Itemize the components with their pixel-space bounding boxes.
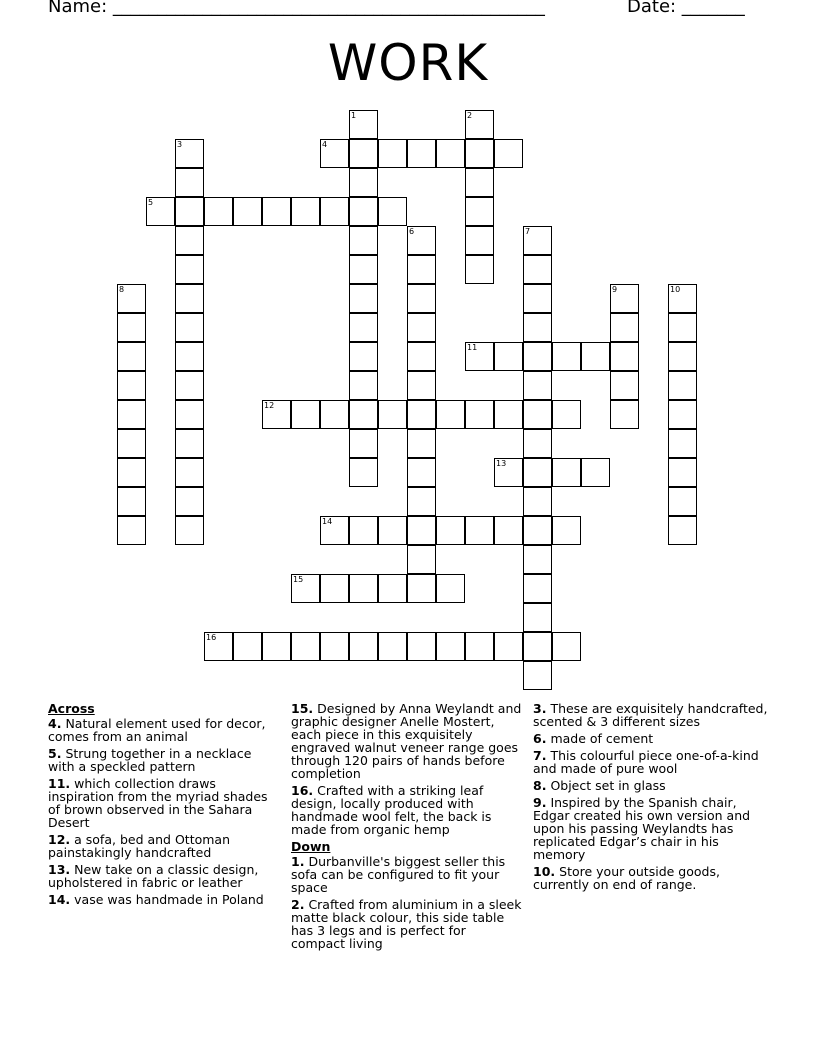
crossword-cell[interactable] [117,487,146,516]
crossword-cell[interactable] [204,197,233,226]
crossword-cell[interactable] [117,284,146,313]
across-heading: Across [48,701,95,716]
crossword-cell[interactable] [465,632,494,661]
clue-down-2: 2. Crafted from aluminium in a sleek matte black colour, this side table has 3 legs and is perfect for compact living [291,897,522,951]
clue-across-15: 15. Designed by Anna Weylandt and graphic designer Anelle Mostert, each piece in this exquisitely engraved walnut veneer range goes through 120 pairs of hands before completion [291,701,522,781]
crossword-cell[interactable] [378,632,407,661]
crossword-cell[interactable] [523,284,552,313]
crossword-cell[interactable] [175,255,204,284]
crossword-cell[interactable] [175,313,204,342]
clue-down-1: 1. Durbanville's biggest seller this sofa can be configured to fit your space [291,854,506,895]
clue-across-12: 12. a sofa, bed and Ottoman painstakingly handcrafted [48,832,231,860]
crossword-cell[interactable] [175,139,204,168]
clue-down-8: 8. Object set in glass [533,778,666,793]
crossword-cell[interactable] [407,632,436,661]
crossword-cell[interactable] [291,632,320,661]
crossword-cell[interactable] [465,516,494,545]
crossword-cell[interactable] [465,255,494,284]
crossword-cell[interactable] [175,226,204,255]
crossword-cell[interactable] [523,661,552,690]
crossword-cell[interactable] [523,603,552,632]
crossword-cell[interactable] [668,458,697,487]
crossword-cell[interactable] [291,574,320,603]
crossword-cell[interactable] [610,313,639,342]
crossword-cell[interactable] [117,400,146,429]
crossword-cell[interactable] [581,458,610,487]
crossword-cell[interactable] [523,400,552,429]
crossword-cell[interactable] [523,226,552,255]
crossword-cell[interactable] [552,342,581,371]
clue-number: 5 [148,198,154,207]
crossword-cell[interactable] [668,429,697,458]
crossword-cell[interactable] [552,400,581,429]
crossword-cell[interactable] [117,371,146,400]
crossword-cell[interactable] [407,574,436,603]
crossword-cell[interactable] [465,197,494,226]
clue-number: 6 [409,227,415,236]
crossword-cell[interactable] [407,400,436,429]
crossword-cell[interactable] [117,516,146,545]
crossword-cell[interactable] [407,284,436,313]
crossword-cell[interactable] [175,516,204,545]
clue-number: 1 [351,111,357,120]
clue-down-9: 9. Inspired by the Spanish chair, Edgar created his own version and upon his passing Weylandts has replicated Edgar’s chair in his memory [533,795,751,862]
crossword-cell[interactable] [233,197,262,226]
crossword-cell[interactable] [494,139,523,168]
crossword-cell[interactable] [523,255,552,284]
clue-down-10: 10. Store your outside goods, currently on end of range. [533,864,720,892]
clue-across-14: 14. vase was handmade in Poland [48,892,264,907]
crossword-cell[interactable] [117,429,146,458]
crossword-cell[interactable] [523,313,552,342]
crossword-cell[interactable] [291,197,320,226]
crossword-cell[interactable] [349,197,378,226]
clue-down-7: 7. This colourful piece one-of-a-kind and made of pure wool [533,748,759,776]
crossword-cell[interactable] [204,632,233,661]
crossword-cell[interactable] [407,139,436,168]
crossword-cell[interactable] [349,168,378,197]
crossword-cell[interactable] [117,342,146,371]
crossword-cell[interactable] [523,429,552,458]
crossword-cell[interactable] [610,284,639,313]
crossword-cell[interactable] [320,400,349,429]
clues-column-2 [291,702,523,954]
crossword-cell[interactable] [407,516,436,545]
crossword-cell[interactable] [494,400,523,429]
crossword-cell[interactable] [117,458,146,487]
crossword-cell[interactable] [523,632,552,661]
clue-number: 9 [612,285,618,294]
crossword-cell[interactable] [349,226,378,255]
crossword-cell[interactable] [552,458,581,487]
crossword-cell[interactable] [494,458,523,487]
name-field-line: Name: ________________________________________________ [48,0,545,17]
clue-down-3: 3. These are exquisitely handcrafted, scented & 3 different sizes [533,701,768,729]
clue-number: 4 [322,140,328,149]
crossword-cell[interactable] [349,342,378,371]
crossword-cell[interactable] [668,516,697,545]
crossword-cell[interactable] [407,255,436,284]
crossword-cell[interactable] [175,371,204,400]
crossword-cell[interactable] [233,632,262,661]
crossword-cell[interactable] [320,139,349,168]
crossword-cell[interactable] [349,632,378,661]
crossword-cell[interactable] [407,545,436,574]
crossword-cell[interactable] [523,516,552,545]
crossword-cell[interactable] [175,400,204,429]
crossword-cell[interactable] [523,574,552,603]
crossword-cell[interactable] [668,400,697,429]
crossword-cell[interactable] [349,284,378,313]
clues-column-1 [48,702,280,910]
crossword-cell[interactable] [349,110,378,139]
crossword-cell[interactable] [581,342,610,371]
crossword-cell[interactable] [436,400,465,429]
crossword-cell[interactable] [349,429,378,458]
crossword-cell[interactable] [349,458,378,487]
crossword-cell[interactable] [668,313,697,342]
clue-number: 13 [496,459,507,468]
crossword-cell[interactable] [668,342,697,371]
crossword-cell[interactable] [465,342,494,371]
crossword-cell[interactable] [175,342,204,371]
crossword-cell[interactable] [494,342,523,371]
crossword-cell[interactable] [349,400,378,429]
clue-across-4: 4. Natural element used for decor, comes from an animal [48,716,266,744]
crossword-cell[interactable] [523,458,552,487]
clue-down-6: 6. made of cement [533,731,654,746]
crossword-cell[interactable] [175,458,204,487]
crossword-cell[interactable] [610,342,639,371]
crossword-cell[interactable] [494,632,523,661]
crossword-cell[interactable] [668,284,697,313]
crossword-cell[interactable] [436,632,465,661]
clue-across-16: 16. Crafted with a striking leaf design, locally produced with handmade wool felt, the back is made from organic hemp [291,783,492,837]
crossword-cell[interactable] [407,371,436,400]
crossword-cell[interactable] [320,574,349,603]
crossword-cell[interactable] [523,545,552,574]
clue-number: 10 [670,285,681,294]
crossword-cell[interactable] [175,197,204,226]
crossword-cell[interactable] [320,197,349,226]
crossword-cell[interactable] [523,342,552,371]
crossword-cell[interactable] [494,516,523,545]
clue-number: 2 [467,111,473,120]
crossword-cell[interactable] [610,400,639,429]
crossword-cell[interactable] [407,487,436,516]
crossword-cell[interactable] [378,139,407,168]
clue-number: 3 [177,140,183,149]
clue-across-11: 11. which collection draws inspiration from the myriad shades of brown observed in the Sahara Desert [48,776,268,830]
crossword-cell[interactable] [175,429,204,458]
crossword-cell[interactable] [407,342,436,371]
crossword-cell[interactable] [262,632,291,661]
crossword-cell[interactable] [262,400,291,429]
clue-number: 14 [322,517,333,526]
crossword-cell[interactable] [552,516,581,545]
crossword-cell[interactable] [349,574,378,603]
clue-number: 15 [293,575,304,584]
crossword-cell[interactable] [465,139,494,168]
crossword-cell[interactable] [610,371,639,400]
crossword-cell[interactable] [523,487,552,516]
crossword-cell[interactable] [146,197,175,226]
down-heading: Down [291,839,331,854]
crossword-cell[interactable] [436,574,465,603]
crossword-cell[interactable] [465,400,494,429]
crossword-cell[interactable] [320,632,349,661]
crossword-cell[interactable] [552,632,581,661]
crossword-cell[interactable] [320,516,349,545]
crossword-cell[interactable] [436,516,465,545]
date-field-line: Date: _______ [627,0,745,17]
clues-column-3 [533,702,773,895]
clue-across-5: 5. Strung together in a necklace with a speckled pattern [48,746,252,774]
crossword-cell[interactable] [465,168,494,197]
crossword-cell[interactable] [668,487,697,516]
crossword-cell[interactable] [436,139,465,168]
crossword-cell[interactable] [465,110,494,139]
crossword-cell[interactable] [407,226,436,255]
crossword-cell[interactable] [175,487,204,516]
crossword-cell[interactable] [291,400,320,429]
crossword-cell[interactable] [523,371,552,400]
puzzle-title: WORK [327,34,489,92]
crossword-cell[interactable] [407,458,436,487]
crossword-cell[interactable] [349,516,378,545]
crossword-cell[interactable] [378,516,407,545]
crossword-cell[interactable] [407,429,436,458]
crossword-cell[interactable] [378,574,407,603]
crossword-cell[interactable] [349,255,378,284]
clue-across-13: 13. New take on a classic design, upholstered in fabric or leather [48,862,259,890]
clue-number: 16 [206,633,217,642]
crossword-cell[interactable] [175,168,204,197]
crossword-cell[interactable] [668,371,697,400]
crossword-cell[interactable] [465,226,494,255]
crossword-cell[interactable] [349,313,378,342]
crossword-cell[interactable] [262,197,291,226]
crossword-cell[interactable] [378,400,407,429]
crossword-cell[interactable] [349,371,378,400]
crossword-cell[interactable] [407,313,436,342]
clue-number: 12 [264,401,275,410]
clue-number: 11 [467,343,478,352]
clue-number: 7 [525,227,531,236]
crossword-cell[interactable] [349,139,378,168]
crossword-cell[interactable] [175,284,204,313]
crossword-cell[interactable] [117,313,146,342]
crossword-cell[interactable] [378,197,407,226]
clue-number: 8 [119,285,125,294]
